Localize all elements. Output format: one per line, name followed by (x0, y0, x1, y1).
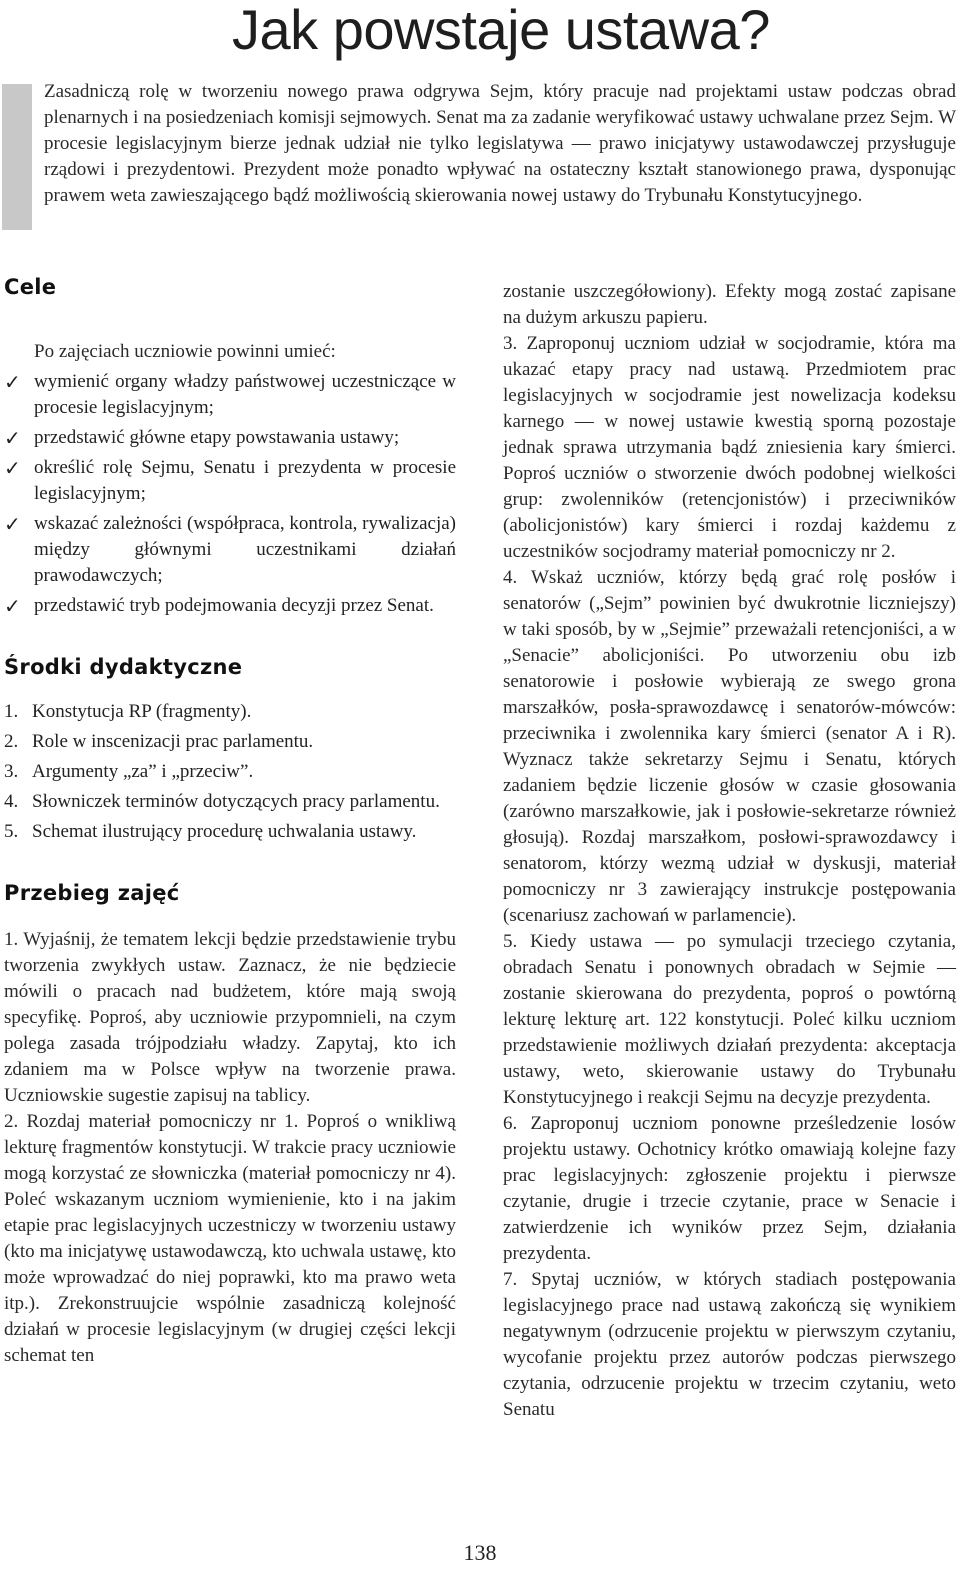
right-column (503, 279, 956, 1423)
step-2-continued: zostanie uszczegółowiony). Efekty mogą zostać zapisane na dużym arkuszu papieru. (503, 281, 956, 328)
list-item: ✓ wskazać zależności (współpraca, kontrola, rywalizacja) między głównymi uczestnikami działań prawodawczych; (4, 512, 457, 586)
page-title-wrap (232, 0, 770, 62)
intro-paragraph: Zasadniczą rolę w tworzeniu nowego prawa odgrywa Sejm, który pracuje nad projektami ustaw podczas obrad plenarnych i na posiedzeniach komisji sejmowych. Senat ma za zadanie weryfikować ustawy uchwalane przez Sejm. W procesie legislacyjnym bierze jednak udział nie tylko legislatywa — prawo inicjatywy ustawodawczej przysługuje rządowi i prezydentowi. Prezydent może ponadto wpływać na ostateczny kształt stanowionego prawa, dysponując prawem weta zawieszającego bądź możliwością skierowania nowej ustawy do Trybunału Konstytucyjnego. (44, 81, 956, 206)
step-1: 1. Wyjaśnij, że tematem lekcji będzie przedstawienie trybu tworzenia zwykłych ustaw. Zaznacz, że nie będziecie mówili o pracach nad budżetem, które mają swoją specyfikę. Poproś, aby uczniowie przypomnieli, na czym polega zasada trójpodziału władzy. Zapytaj, kto ich zdaniem ma w Polsce wpływ na tworzenie prawa. Uczniowskie sugestie zapisuj na tablicy. (4, 929, 456, 1106)
srodki-list (4, 699, 456, 845)
checkmark-icon: ✓ (4, 594, 21, 618)
checkmark-icon: ✓ (4, 370, 21, 394)
step-4: 4. Wskaż uczniów, którzy będą grać rolę posłów i senatorów („Sejm” powinien być dwukrotnie liczniejszy) w taki sposób, by w „Sejmie” przeważali retencjoniści, a w „Senacie” abolicjoniści. Po utworzeniu obu izb senatorowie i posłowie wybierają ze swego grona marszałków, posła-sprawozdawcę i senatorów-mówców: przeciwnika i zwolennika kary śmierci (senator A i R). Wyznacz także sekretarzy Sejmu i Senatu, których zadaniem będzie liczenie głosów w czasie głosowania (zarówno marszałkowie, jak i posłowie-sekretarze również głosują). Rozdaj marszałkom, posłowi-sprawozdawcy i senatorom, którzy wezmą udział w dyskusji, materiał pomocniczy nr 3 zawierający instrukcje postępowania (scenariusz zachowań w parlamencie). (503, 567, 956, 926)
list-item: 1. Konstytucja RP (fragmenty). (4, 701, 252, 722)
checkmark-icon: ✓ (4, 512, 21, 536)
step-2: 2. Rozdaj materiał pomocniczy nr 1. Poproś o wnikliwą lekturę fragmentów konstytucji. W trakcie pracy uczniowie mogą korzystać ze słowniczka (materiał pomocniczy nr 4). Poleć wskazanym uczniom wymienienie, kto i na jakim etapie prac legislacyjnych uczestniczy w tworzeniu ustawy (kto ma inicjatywę ustawodawczą, kto uchwala ustawę, kto może wprowadzać do niej poprawki, kto ma prawo weta itp.). Zrekonstruujcie wspólnie zasadniczą kolejność działań w procesie legislacyjnym (w drugiej części lekcji schemat ten (4, 1111, 456, 1366)
list-item: ✓ wymienić organy władzy państwowej uczestniczące w procesie legislacyjnym; (4, 370, 456, 418)
section-heading-srodki: Środki dydaktyczne (4, 655, 243, 679)
przebieg-steps-left (4, 927, 456, 1369)
list-item: 2. Role w inscenizacji prac parlamentu. (4, 731, 314, 752)
cele-list (4, 369, 456, 619)
list-item: 5. Schemat ilustrujący procedurę uchwalania ustawy. (4, 821, 417, 842)
left-column (4, 275, 456, 1369)
checkmark-icon: ✓ (4, 426, 21, 450)
step-5: 5. Kiedy ustawa — po symulacji trzeciego czytania, obradach Senatu i ponownych obradach w Sejmie — zostanie skierowana do prezydenta, poproś o powtórną lekturę lekturę art. 122 konstytucji. Poleć kilku uczniom przedstawienie możliwych działań prezydenta: akceptacja ustawy, weto, skierowanie ustawy do Trybunału Konstytucyjnego i reakcji Sejmu na decyzje prezydenta. (503, 931, 956, 1108)
list-item: 3. Argumenty „za” i „przeciw”. (4, 761, 254, 782)
list-item: 4. Słowniczek terminów dotyczących pracy parlamentu. (4, 791, 440, 812)
page-title: Jak powstaje ustawa? (232, 0, 770, 61)
cele-lead: Po zajęciach uczniowie powinni umieć: (34, 341, 336, 362)
intro-accent-bar (2, 84, 32, 230)
step-7: 7. Spytaj uczniów, w których stadiach postępowania legislacyjnego prace nad ustawą zakończą się wynikiem negatywnym (odrzucenie projektu w pierwszym czytaniu, wycofanie projektu przez autorów podczas pierwszego czytania, odrzucenie projektu w trzecim czytaniu, weto Senatu (503, 1269, 956, 1420)
page-number: 138 (463, 1540, 497, 1565)
step-3: 3. Zaproponuj uczniom udział w socjodramie, która ma ukazać etapy pracy nad ustawą. Przedmiotem prac legislacyjnych w socjodramie jest nowelizacja kodeksu karnego — w nowej ustawie kwestią sporną pozostaje jednak sprawa utrzymania bądź zniesienia kary śmierci. Poproś uczniów o stworzenie dwóch podobnej wielkości grup: zwolenników (retencjonistów) i przeciwników (abolicjonistów) kary śmierci i rozdaj każdemu z uczestników socjodramy materiał pomocniczy nr 2. (503, 333, 956, 562)
section-heading-przebieg: Przebieg zajęć (4, 881, 180, 905)
list-item: ✓ przedstawić tryb podejmowania decyzji przez Senat. (4, 594, 434, 618)
step-6: 6. Zaproponuj uczniom ponowne prześledzenie losów projektu ustawy. Ochotnicy krótko omawiają kolejne fazy prac legislacyjnych: zgłoszenie projektu i pierwsze czytanie, drugie i trzecie czytanie, prace w Senacie i zatwierdzenie ich wyników przez Sejm, działania prezydenta. (503, 1113, 956, 1264)
list-item: ✓ określić rolę Sejmu, Senatu i prezydenta w procesie legislacyjnym; (4, 456, 456, 504)
list-item: ✓ przedstawić główne etapy powstawania ustawy; (4, 426, 400, 450)
section-heading-cele: Cele (4, 275, 57, 299)
checkmark-icon: ✓ (4, 456, 21, 480)
